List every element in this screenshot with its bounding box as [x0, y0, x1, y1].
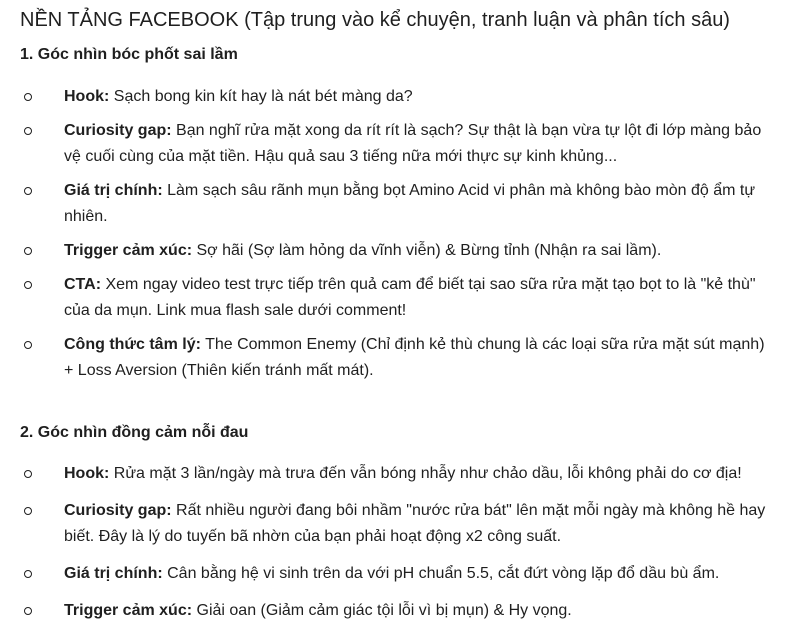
list-item: [0, 118, 801, 170]
item-label: Giá trị chính:: [64, 565, 163, 582]
list-item: [0, 498, 801, 550]
bullet-circle-icon: [24, 93, 32, 101]
bullet-circle-icon: [24, 247, 32, 255]
item-text: The Common Enemy (Chỉ định kẻ thù chung là các loại sữa rửa mặt sút mạnh) + Loss Aversion (Thiên kiến tránh mất mát).: [64, 336, 765, 379]
item-label: Hook:: [64, 88, 110, 105]
bullet-circle-icon: [24, 187, 32, 195]
item-label: Trigger cảm xúc:: [64, 602, 193, 619]
item-label: Hook:: [64, 465, 110, 482]
bullet-circle-icon: [24, 570, 32, 578]
bullet-circle-icon: [24, 281, 32, 289]
section-heading-1: 1. Góc nhìn bóc phốt sai lầm: [20, 46, 238, 63]
bullet-circle-icon: [24, 341, 32, 349]
item-text: Làm sạch sâu rãnh mụn bằng bọt Amino Acid vi phân mà không bào mòn độ ẩm tự nhiên.: [64, 182, 756, 225]
list-item: [0, 461, 801, 487]
bullet-circle-icon: [24, 127, 32, 135]
list-item: [0, 238, 801, 264]
list-item: [0, 84, 801, 110]
section-2-list: [0, 461, 801, 621]
item-text: Giải oan (Giảm cảm giác tội lỗi vì bị mụn) & Hy vọng.: [196, 602, 572, 619]
bullet-circle-icon: [24, 507, 32, 515]
item-label: Trigger cảm xúc:: [64, 242, 193, 259]
list-item: [0, 272, 801, 324]
item-label: Curiosity gap:: [64, 502, 172, 519]
section-1-list: [0, 84, 801, 384]
item-label: Curiosity gap:: [64, 122, 172, 139]
page-title: NỀN TẢNG FACEBOOK (Tập trung vào kể chuyện, tranh luận và phân tích sâu): [20, 9, 730, 31]
item-text: Xem ngay video test trực tiếp trên quả cam để biết tại sao sữa rửa mặt tạo bọt to là "kẻ thù" của da mụn. Link mua flash sale dưới comment!: [64, 276, 756, 319]
list-item: [0, 332, 801, 384]
item-text: Sợ hãi (Sợ làm hỏng da vĩnh viễn) & Bừng tỉnh (Nhận ra sai lầm).: [196, 242, 662, 259]
item-label: Công thức tâm lý:: [64, 336, 201, 353]
item-text: Cân bằng hệ vi sinh trên da với pH chuẩn 5.5, cắt đứt vòng lặp đổ dầu bù ẩm.: [167, 565, 720, 582]
list-item: [0, 561, 801, 587]
list-item: [0, 598, 801, 621]
bullet-circle-icon: [24, 607, 32, 615]
bullet-circle-icon: [24, 470, 32, 478]
item-text: Rất nhiều người đang bôi nhầm "nước rửa bát" lên mặt mỗi ngày mà không hề hay biết. Đây là lý do tuyến bã nhờn của bạn phải hoạt động x2 công suất.: [64, 502, 766, 545]
list-item: [0, 178, 801, 230]
item-label: CTA:: [64, 276, 102, 293]
item-text: Bạn nghĩ rửa mặt xong da rít rít là sạch? Sự thật là bạn vừa tự lột đi lớp màng bảo vệ cuối cùng của mặt tiền. Hậu quả sau 3 tiếng nữa mới thực sự kinh khủng...: [64, 122, 762, 165]
item-text: Sạch bong kin kít hay là nát bét màng da?: [113, 88, 413, 105]
item-label: Giá trị chính:: [64, 182, 163, 199]
item-text: Rửa mặt 3 lần/ngày mà trưa đến vẫn bóng nhẫy như chảo dầu, lỗi không phải do cơ địa!: [113, 465, 742, 482]
section-heading-2: 2. Góc nhìn đồng cảm nỗi đau: [20, 424, 249, 441]
